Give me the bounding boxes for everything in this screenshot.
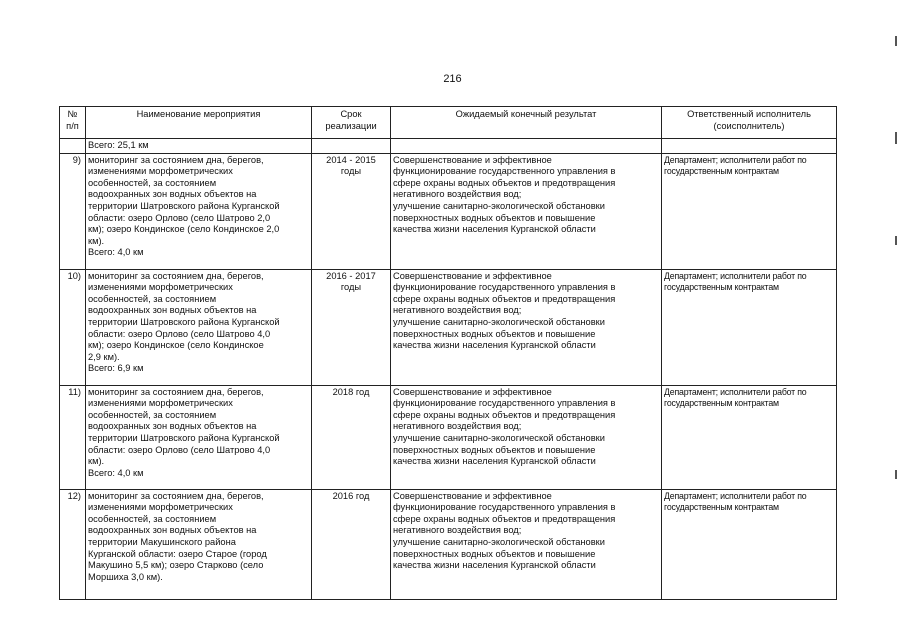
responsible-executor-line: государственным контрактам	[664, 166, 779, 177]
header-name: Наименование мероприятия	[86, 107, 312, 139]
header-result: Ожидаемый конечный результат	[391, 107, 662, 139]
implementation-term	[312, 153, 391, 269]
implementation-term-line: годы	[340, 282, 362, 293]
implementation-term	[312, 269, 391, 385]
responsible-executor-line: государственным контрактам	[664, 502, 779, 513]
expected-result-line: поверхностных водных объектов и повышение	[393, 444, 596, 455]
measure-name-line: особенностей, за состоянием	[88, 513, 217, 524]
measure-name-line: Макушино 5,5 км); озеро Старково (село	[88, 560, 264, 571]
measure-name-line: водоохранных зон водных объектов на	[88, 189, 257, 200]
table-row	[60, 489, 837, 599]
expected-result-line: улучшение санитарно-экологической обстановки	[393, 536, 605, 547]
measure-name-line: области: озеро Орлово (село Шатрово 4,0	[88, 444, 271, 455]
measure-name-line: водоохранных зон водных объектов на	[88, 305, 257, 316]
expected-result	[391, 153, 662, 269]
measure-name-line: изменениями морфометрических	[88, 166, 233, 177]
header-executor: Ответственный исполнитель (соисполнитель)	[662, 107, 837, 139]
row-number: 12)	[60, 489, 86, 599]
expected-result-line: Совершенствование и эффективное	[393, 386, 552, 397]
expected-result-line: функционирование государственного управления в	[393, 398, 616, 409]
expected-result-line: улучшение санитарно-экологической обстановки	[393, 200, 605, 211]
row-number: 11)	[60, 385, 86, 489]
expected-result	[391, 269, 662, 385]
expected-result-line: поверхностных водных объектов и повышение	[393, 212, 596, 223]
expected-result-line: сфере охраны водных объектов и предотвращения	[393, 177, 616, 188]
measure-name-line: мониторинг за состоянием дна, берегов,	[88, 154, 264, 165]
implementation-term-line: 2014 - 2015	[326, 154, 376, 165]
expected-result-line: улучшение санитарно-экологической обстановки	[393, 432, 605, 443]
expected-result-line: Совершенствование и эффективное	[393, 270, 552, 281]
responsible-executor	[662, 153, 837, 269]
expected-result-line: качества жизни населения Курганской области	[393, 456, 596, 467]
measure-name-line: 2,9 км).	[88, 351, 120, 362]
measure-name-line: мониторинг за состоянием дна, берегов,	[88, 386, 264, 397]
scan-margin-mark	[895, 470, 897, 479]
expected-result-line: негативного воздействия вод;	[393, 189, 522, 200]
measure-name-line: Всего: 4,0 км	[88, 247, 144, 258]
measure-name-line: км); озеро Кондинское (село Кондинское	[88, 340, 264, 351]
measure-name	[86, 385, 312, 489]
expected-result-line: Совершенствование и эффективное	[393, 154, 552, 165]
measure-name	[86, 269, 312, 385]
scan-margin-mark	[895, 132, 897, 144]
header-term: Срок реализации	[312, 107, 391, 139]
measure-name-line: водоохранных зон водных объектов на	[88, 421, 257, 432]
expected-result-line: качества жизни населения Курганской области	[393, 224, 596, 235]
responsible-executor	[662, 489, 837, 599]
expected-result-line: негативного воздействия вод;	[393, 305, 522, 316]
measure-name-line: особенностей, за состоянием	[88, 177, 217, 188]
measure-name-line: Моршиха 3,0 км).	[88, 571, 163, 582]
expected-result	[391, 489, 662, 599]
measure-name-line: Всего: 6,9 км	[88, 363, 144, 374]
expected-result	[391, 385, 662, 489]
expected-result-line: сфере охраны водных объектов и предотвращения	[393, 293, 616, 304]
implementation-term	[312, 489, 391, 599]
expected-result-line: функционирование государственного управления в	[393, 282, 616, 293]
expected-result-line: поверхностных водных объектов и повышение	[393, 548, 596, 559]
expected-result-line: качества жизни населения Курганской области	[393, 340, 596, 351]
measure-name-line: области: озеро Орлово (село Шатрово 2,0	[88, 212, 271, 223]
table-row	[60, 153, 837, 269]
measure-name-line: изменениями морфометрических	[88, 398, 233, 409]
table-header-row	[60, 107, 837, 139]
measure-name-line: км); озеро Кондинское (село Кондинское 2,0	[88, 224, 280, 235]
row-number: 9)	[60, 153, 86, 269]
carry-over-row	[60, 139, 837, 154]
measure-name-line: мониторинг за состоянием дна, берегов,	[88, 270, 264, 281]
measure-name	[86, 489, 312, 599]
scan-margin-mark	[895, 236, 897, 245]
responsible-executor-line: государственным контрактам	[664, 398, 779, 409]
implementation-term-line: годы	[340, 166, 362, 177]
expected-result-line: негативного воздействия вод;	[393, 525, 522, 536]
measure-name-line: области: озеро Орлово (село Шатрово 4,0	[88, 328, 271, 339]
table-row	[60, 269, 837, 385]
measures-table	[59, 106, 837, 600]
implementation-term-line: 2016 - 2017	[326, 270, 376, 281]
responsible-executor-line: Департамент; исполнители работ по	[664, 490, 807, 501]
measure-name-line: водоохранных зон водных объектов на	[88, 525, 257, 536]
measure-name-line: изменениями морфометрических	[88, 282, 233, 293]
responsible-executor-line: Департамент; исполнители работ по	[664, 270, 807, 281]
responsible-executor-line: Департамент; исполнители работ по	[664, 154, 807, 165]
responsible-executor-line: Департамент; исполнители работ по	[664, 386, 807, 397]
measure-name-line: Курганской области: озеро Старое (город	[88, 548, 267, 559]
expected-result-line: улучшение санитарно-экологической обстановки	[393, 316, 605, 327]
carry-over-total: Всего: 25,1 км	[86, 139, 312, 154]
measure-name-line: мониторинг за состоянием дна, берегов,	[88, 490, 264, 501]
responsible-executor-line: государственным контрактам	[664, 282, 779, 293]
responsible-executor	[662, 385, 837, 489]
measure-name-line: территории Макушинского района	[88, 536, 236, 547]
table-row	[60, 385, 837, 489]
measure-name	[86, 153, 312, 269]
header-number: № п/п	[60, 107, 86, 139]
measure-name-line: территории Шатровского района Курганской	[88, 432, 280, 443]
scan-margin-mark	[895, 36, 897, 46]
expected-result-line: поверхностных водных объектов и повышение	[393, 328, 596, 339]
expected-result-line: Совершенствование и эффективное	[393, 490, 552, 501]
measure-name-line: Всего: 4,0 км	[88, 467, 144, 478]
expected-result-line: негативного воздействия вод;	[393, 421, 522, 432]
measure-name-line: территории Шатровского района Курганской	[88, 316, 280, 327]
measure-name-line: изменениями морфометрических	[88, 502, 233, 513]
measure-name-line: территории Шатровского района Курганской	[88, 200, 280, 211]
expected-result-line: сфере охраны водных объектов и предотвращения	[393, 409, 616, 420]
implementation-term-line: 2018 год	[332, 386, 370, 397]
responsible-executor	[662, 269, 837, 385]
expected-result-line: функционирование государственного управления в	[393, 502, 616, 513]
measure-name-line: особенностей, за состоянием	[88, 409, 217, 420]
measure-name-line: км).	[88, 235, 105, 246]
expected-result-line: функционирование государственного управления в	[393, 166, 616, 177]
measure-name-line: особенностей, за состоянием	[88, 293, 217, 304]
measure-name-line: км).	[88, 456, 105, 467]
expected-result-line: качества жизни населения Курганской области	[393, 560, 596, 571]
page-number: 216	[443, 73, 462, 85]
expected-result-line: сфере охраны водных объектов и предотвращения	[393, 513, 616, 524]
implementation-term-line: 2016 год	[332, 490, 370, 501]
row-number: 10)	[60, 269, 86, 385]
implementation-term	[312, 385, 391, 489]
